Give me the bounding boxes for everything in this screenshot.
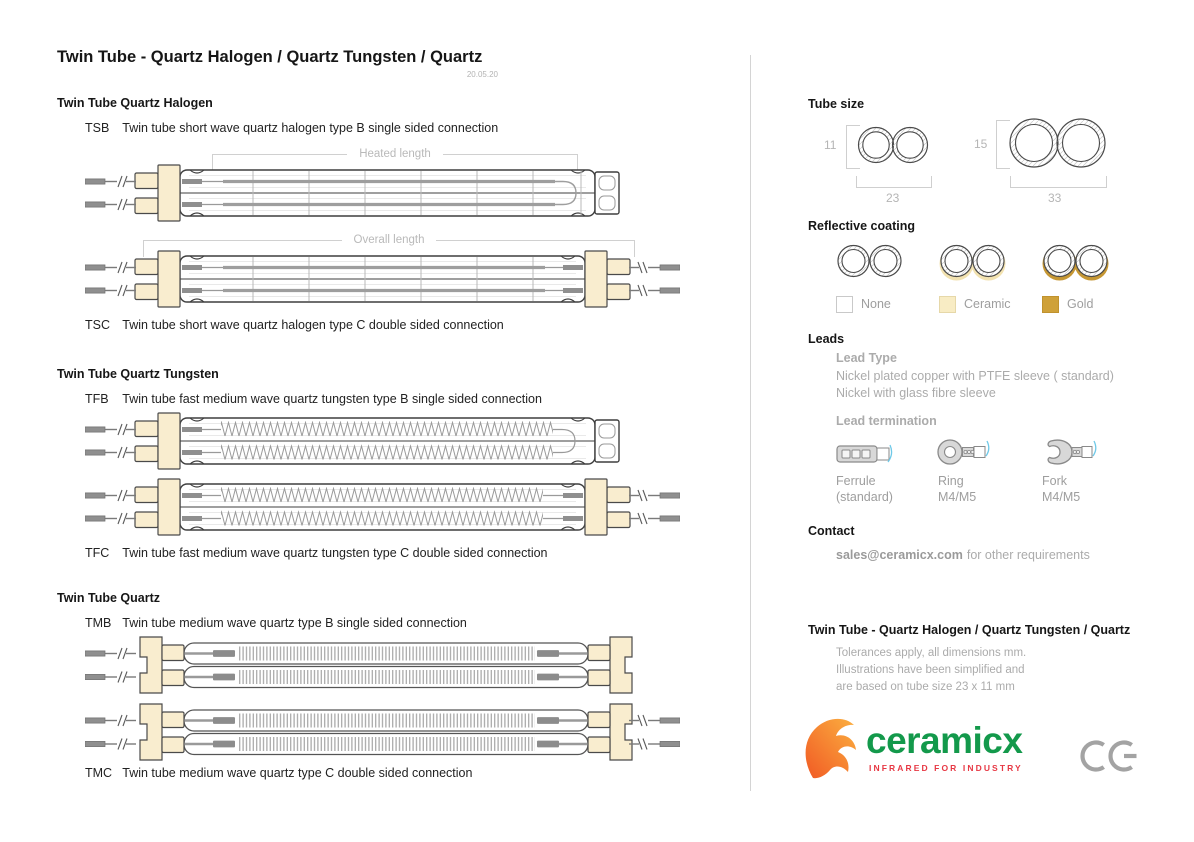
variant-desc-tmb: Twin tube medium wave quartz type B single sided connection xyxy=(122,616,467,630)
lead-type-option-1: Nickel plated copper with PTFE sleeve ( standard) xyxy=(836,369,1114,383)
tube-width-small: 23 xyxy=(886,191,900,205)
dimension-line xyxy=(143,240,342,241)
variant-code-tfc: TFC xyxy=(85,546,110,560)
tube-cross-section-large xyxy=(1008,116,1108,170)
reflective-coating-heading: Reflective coating xyxy=(808,219,915,233)
brand-tagline: INFRARED FOR INDUSTRY xyxy=(869,763,1023,773)
variant-desc-tsb: Twin tube short wave quartz halogen type B single sided connection xyxy=(122,121,499,135)
swatch-none xyxy=(836,296,853,313)
variant-desc-tsc: Twin tube short wave quartz halogen type C double sided connection xyxy=(122,318,504,332)
coating-section-none xyxy=(836,242,906,284)
footer-title: Twin Tube - Quartz Halogen / Quartz Tungsten / Quartz xyxy=(808,623,1131,637)
tsc-diagram xyxy=(85,248,680,310)
tfb-diagram xyxy=(85,410,680,472)
section-heading-quartz: Twin Tube Quartz xyxy=(57,591,161,605)
heated-length-dimension xyxy=(212,146,578,162)
termination-name-ferrule: Ferrule xyxy=(836,474,876,488)
variant-label-tfc xyxy=(85,546,548,560)
tube-cross-section-small xyxy=(856,123,932,167)
variant-label-tfb xyxy=(85,392,542,406)
ring-terminal-icon xyxy=(936,437,998,467)
variant-label-tmb xyxy=(85,616,467,630)
ferrule-icon xyxy=(836,442,894,466)
width-bracket-small xyxy=(856,187,932,188)
section-heading-halogen: Twin Tube Quartz Halogen xyxy=(57,96,213,110)
variant-code-tsb: TSB xyxy=(85,121,110,135)
swatch-gold xyxy=(1042,296,1059,313)
heated-length-label: Heated length xyxy=(359,148,431,160)
revision-date: 20.05.20 xyxy=(466,70,498,79)
contact-email[interactable]: sales@ceramicx.com xyxy=(836,548,963,562)
overall-length-dimension xyxy=(143,232,635,248)
lead-type-heading: Lead Type xyxy=(836,351,897,365)
tmc-diagram xyxy=(85,701,680,763)
termination-name-fork: Fork xyxy=(1042,474,1067,488)
variant-desc-tfc: Twin tube fast medium wave quartz tungsten type C double sided connection xyxy=(122,546,548,560)
variant-desc-tfb: Twin tube fast medium wave quartz tungsten type B single sided connection xyxy=(122,392,542,406)
overall-length-label: Overall length xyxy=(353,234,425,246)
fork-terminal-icon xyxy=(1040,437,1102,467)
dimension-line xyxy=(443,154,578,155)
coating-section-gold xyxy=(1042,242,1112,284)
coating-label-none: None xyxy=(861,297,891,311)
ce-mark xyxy=(1080,736,1140,776)
page-title: Twin Tube - Quartz Halogen / Quartz Tungsten / Quartz xyxy=(57,48,483,66)
footer-note-2: Illustrations have been simplified and xyxy=(836,664,1025,676)
coating-label-ceramic: Ceramic xyxy=(964,297,1011,311)
variant-label-tsb xyxy=(85,121,498,135)
lead-type-option-2: Nickel with glass fibre sleeve xyxy=(836,386,996,400)
height-bracket-small xyxy=(846,125,860,169)
variant-code-tfb: TFB xyxy=(85,392,109,406)
variant-desc-tmc: Twin tube medium wave quartz type C double sided connection xyxy=(122,766,473,780)
termination-detail-fork: M4/M5 xyxy=(1042,490,1081,504)
lead-termination-heading: Lead termination xyxy=(836,414,937,428)
tsb-diagram xyxy=(85,162,680,224)
variant-code-tmb: TMB xyxy=(85,616,112,630)
variant-label-tmc xyxy=(85,766,472,780)
termination-detail-ferrule: (standard) xyxy=(836,490,893,504)
footer-note-1: Tolerances apply, all dimensions mm. xyxy=(836,647,1027,659)
contact-heading: Contact xyxy=(808,524,855,538)
termination-name-ring: Ring xyxy=(938,474,964,488)
variant-code-tmc: TMC xyxy=(85,766,113,780)
width-bracket-large xyxy=(1010,187,1107,188)
tube-height-small: 11 xyxy=(824,138,837,152)
footer-note-3: are based on tube size 23 x 11 mm xyxy=(836,681,1015,693)
section-heading-tungsten: Twin Tube Quartz Tungsten xyxy=(57,367,219,381)
leads-heading: Leads xyxy=(808,332,845,346)
brand-wordmark: ceramicx xyxy=(866,720,1023,761)
variant-code-tsc: TSC xyxy=(85,318,110,332)
tube-height-large: 15 xyxy=(974,137,988,151)
dimension-line xyxy=(436,240,635,241)
tfc-diagram xyxy=(85,476,680,538)
tmb-diagram xyxy=(85,634,680,696)
column-divider xyxy=(750,55,751,791)
contact-line xyxy=(836,548,1090,562)
tube-width-large: 33 xyxy=(1048,191,1062,205)
tube-size-heading: Tube size xyxy=(808,97,865,111)
coating-section-ceramic xyxy=(939,242,1009,284)
variant-label-tsc xyxy=(85,318,504,332)
coating-label-gold: Gold xyxy=(1067,297,1094,311)
contact-note: for other requirements xyxy=(966,548,1090,562)
height-bracket-large xyxy=(996,120,1010,169)
swatch-ceramic xyxy=(939,296,956,313)
termination-detail-ring: M4/M5 xyxy=(938,490,977,504)
ceramicx-flame-logo xyxy=(800,714,862,782)
dimension-line xyxy=(212,154,347,155)
